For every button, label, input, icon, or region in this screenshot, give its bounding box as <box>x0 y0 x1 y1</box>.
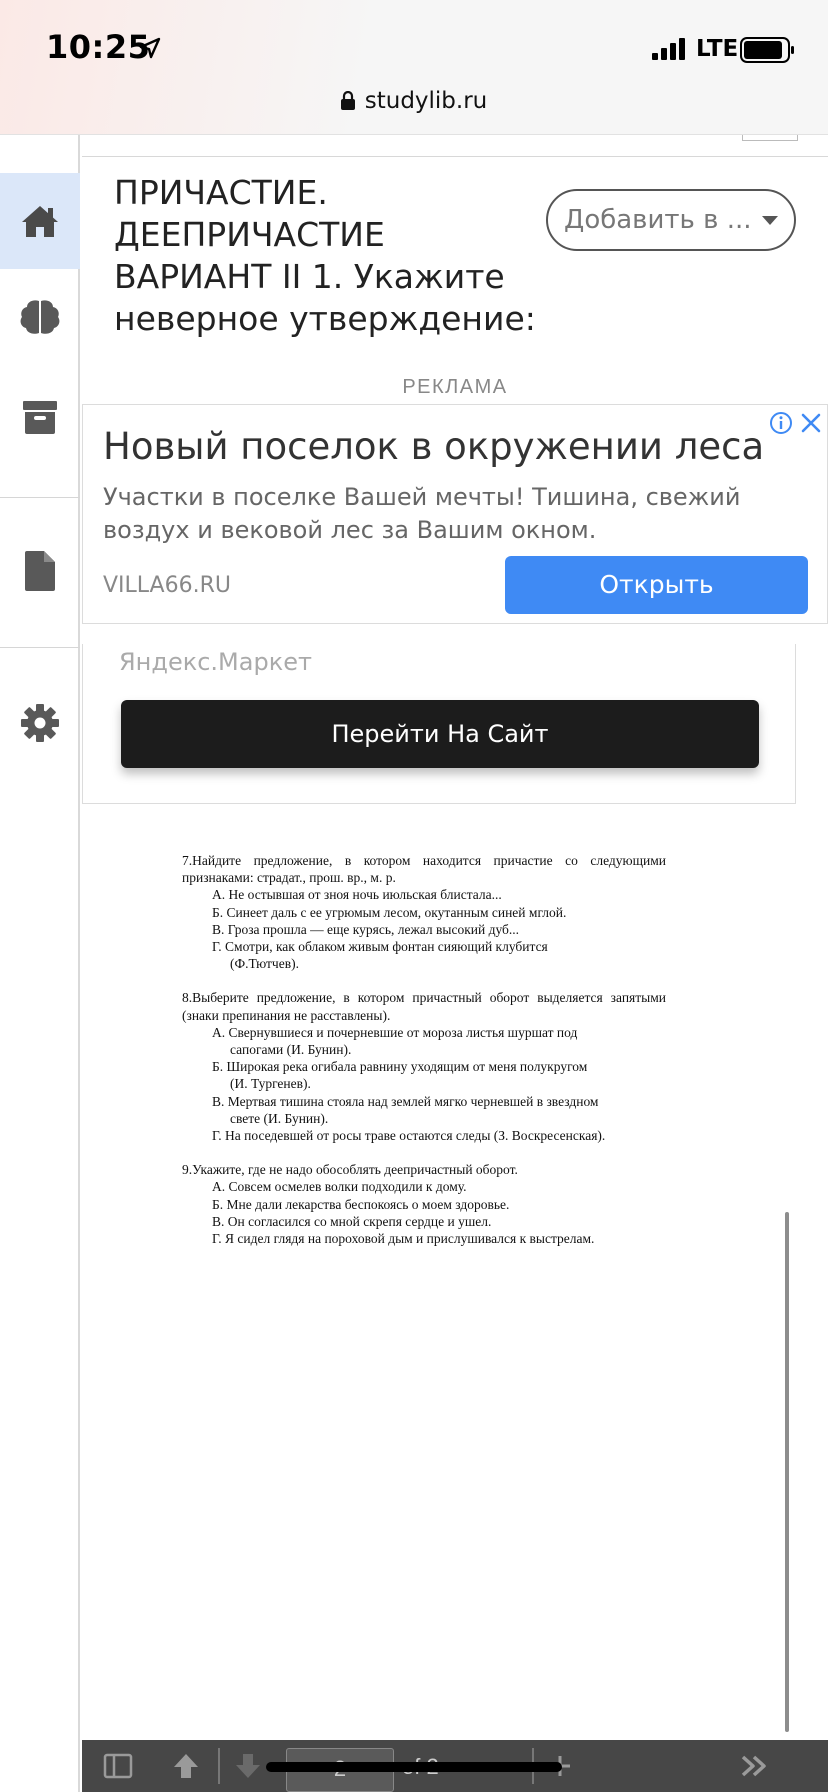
chevron-down-icon <box>762 216 778 225</box>
sidebar-item-home[interactable] <box>0 173 80 269</box>
scrollbar[interactable] <box>785 1212 789 1732</box>
option: Г. На поседевшей от росы траве остаются следы (З. Воскресенская). <box>212 1128 606 1144</box>
top-toolbar-edge <box>82 135 828 157</box>
sidebar-item-settings[interactable] <box>0 675 80 771</box>
address-bar[interactable] <box>0 88 828 114</box>
gear-icon <box>21 704 59 742</box>
add-to-button[interactable] <box>546 189 796 251</box>
sidebar-item-archive[interactable] <box>0 369 80 465</box>
ad-headline[interactable]: Новый поселок в окружении леса <box>103 425 765 468</box>
home-indicator[interactable] <box>266 1762 562 1772</box>
close-icon[interactable] <box>799 411 823 435</box>
previous-page-icon[interactable] <box>170 1750 202 1782</box>
archive-icon <box>22 400 58 434</box>
question-9: 9.Укажите, где не надо обособлять деепричастный оборот. <box>182 1162 518 1178</box>
option: Г. Смотри, как облаком живым фонтан сияющий клубится <box>212 939 548 955</box>
option-continuation: сапогами (И. Бунин). <box>230 1042 352 1058</box>
option-continuation: свете (И. Бунин). <box>230 1110 329 1126</box>
ad-text: Участки в поселке Вашей мечты! Тишина, свежий воздух и вековой лес за Вашим окном. <box>103 483 741 544</box>
document-page <box>182 852 666 1247</box>
option: А. Совсем осмелев волки подходили к дому. <box>212 1179 467 1195</box>
home-icon <box>20 203 60 239</box>
location-arrow-icon <box>138 36 162 60</box>
double-chevron-right-icon[interactable] <box>738 1750 770 1782</box>
option: Б. Синеет даль с ее угрюмым лесом, окутанным синей мглой. <box>212 904 567 920</box>
question-8: 8.Выберите предложение, в котором причастный оборот выделяется запятыми (знаки препинания не расставлены). <box>182 990 666 1023</box>
lock-icon <box>341 91 355 110</box>
sidebar-item-brain[interactable] <box>0 269 80 365</box>
go-to-site-button[interactable]: Перейти На Сайт <box>121 700 759 768</box>
option: Б. Мне дали лекарства беспокоясь о моем здоровье. <box>212 1196 510 1212</box>
ad-open-button[interactable]: Открыть <box>505 556 808 614</box>
add-to-label: Добавить в ... <box>564 205 752 235</box>
toolbar-box <box>742 135 798 141</box>
option: Б. Широкая река огибала равнину уходящим от меня полукругом <box>212 1059 588 1075</box>
network-type: LTE <box>696 36 739 62</box>
brain-icon <box>19 298 61 336</box>
question-7: 7.Найдите предложение, в котором находится причастие со следующими признаками: страдат., прош. вр., м. р. <box>182 853 666 886</box>
ad-domain: VILLA66.RU <box>103 573 231 598</box>
option: В. Мертвая тишина стояла над землей мягко черневшей в звездном <box>212 1093 599 1109</box>
sidebar-toggle-icon[interactable] <box>102 1750 134 1782</box>
ad-advertiser: Яндекс.Маркет <box>119 648 312 676</box>
url-text: studylib.ru <box>364 88 488 114</box>
sidebar-item-document[interactable] <box>0 523 80 619</box>
option-continuation: (Ф.Тютчев). <box>230 956 299 972</box>
option: А. Не остывшая от зноя ночь июльская блистала... <box>212 887 502 903</box>
battery-icon <box>740 37 796 63</box>
ad-banner[interactable] <box>82 404 828 624</box>
status-bar <box>0 0 828 135</box>
ad-label: РЕКЛАМА <box>402 376 508 398</box>
option: Г. Я сидел глядя на пороховой дым и прислушивался к выстрелам. <box>212 1231 595 1247</box>
status-time: 10:25 <box>46 28 151 66</box>
ad-secondary[interactable] <box>82 644 796 804</box>
sidebar <box>0 135 80 1792</box>
page-title: ПРИЧАСТИЕ. ДЕЕПРИЧАСТИЕ ВАРИАНТ II 1. Укажите неверное утверждение: <box>114 173 536 338</box>
info-icon[interactable] <box>769 411 793 435</box>
option: В. Он согласился со мной скрепя сердце и ушел. <box>212 1213 492 1229</box>
option: В. Гроза прошла — еще курясь, лежал высокий дуб... <box>212 921 520 937</box>
cellular-signal-icon <box>652 38 686 60</box>
option: А. Свернувшиеся и почерневшие от мороза листья шуршат под <box>212 1024 578 1040</box>
document-icon <box>25 551 55 591</box>
next-page-icon[interactable] <box>232 1750 264 1782</box>
option-continuation: (И. Тургенев). <box>230 1076 311 1092</box>
